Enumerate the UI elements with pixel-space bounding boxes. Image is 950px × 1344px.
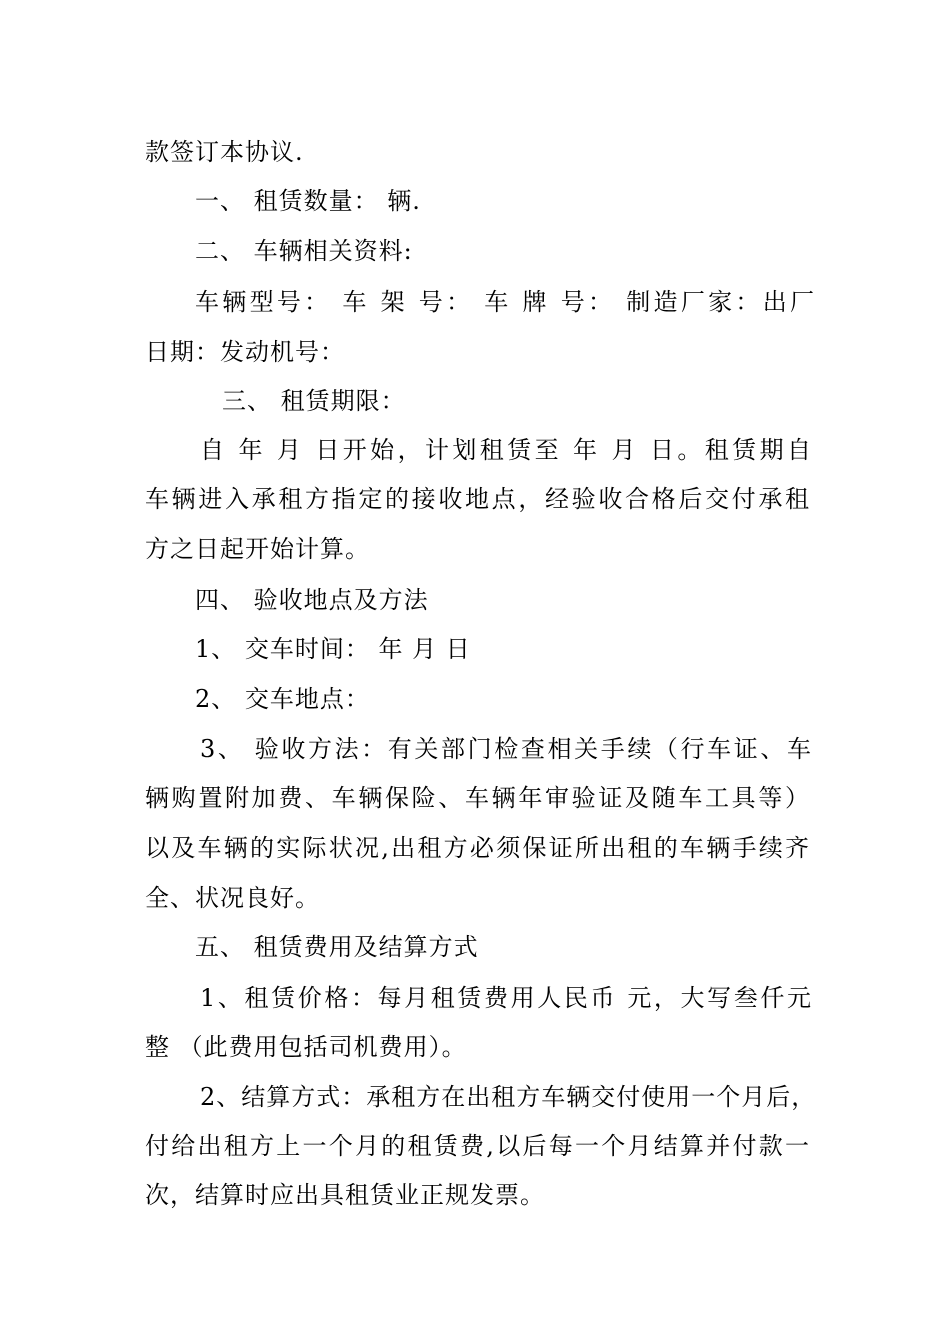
text-line: 以及车辆的实际状况,出租方必须保证所出租的车辆手续齐 bbox=[145, 834, 810, 862]
text-line: 自 年 月 日开始，计划租赁至 年 月 日。租赁期自 bbox=[200, 436, 812, 464]
text-line: 次，结算时应出具租赁业正规发票。 bbox=[145, 1181, 545, 1209]
list-item: 2、结算方式：承租方在出租方车辆交付使用一个月后， bbox=[200, 1083, 817, 1111]
section-heading: 三、 租赁期限： bbox=[222, 387, 406, 415]
list-item: 2、 交车地点： bbox=[195, 685, 370, 713]
text-line: 辆购置附加费、车辆保险、车辆年审验证及随车工具等） bbox=[145, 784, 810, 812]
text-line: 款签订本协议. bbox=[145, 138, 304, 166]
list-item: 1、 交车时间： 年 月 日 bbox=[195, 635, 471, 663]
section-heading: 五、 租赁费用及结算方式 bbox=[195, 933, 479, 961]
section-heading: 四、 验收地点及方法 bbox=[195, 586, 429, 614]
list-item: 3、 验收方法：有关部门检查相关手续（行车证、车 bbox=[200, 735, 812, 763]
text-line: 方之日起开始计算。 bbox=[145, 535, 370, 563]
text-line: 整 （此费用包括司机费用）。 bbox=[145, 1033, 467, 1061]
text-line: 车辆进入承租方指定的接收地点，经验收合格后交付承租 bbox=[145, 485, 810, 513]
text-line: 全、状况良好。 bbox=[145, 884, 320, 912]
text-line: 日期：发动机号： bbox=[145, 338, 345, 366]
text-line: 付给出租方上一个月的租赁费,以后每一个月结算并付款一 bbox=[145, 1132, 810, 1160]
section-heading: 二、 车辆相关资料: bbox=[195, 237, 413, 265]
list-item: 1、租赁价格：每月租赁费用人民币 元，大写叁仟元 bbox=[200, 984, 812, 1012]
section-heading: 一、 租赁数量： 辆. bbox=[195, 187, 421, 215]
text-line: 车辆型号： 车 架 号： 车 牌 号： 制造厂家：出厂 bbox=[195, 288, 815, 316]
